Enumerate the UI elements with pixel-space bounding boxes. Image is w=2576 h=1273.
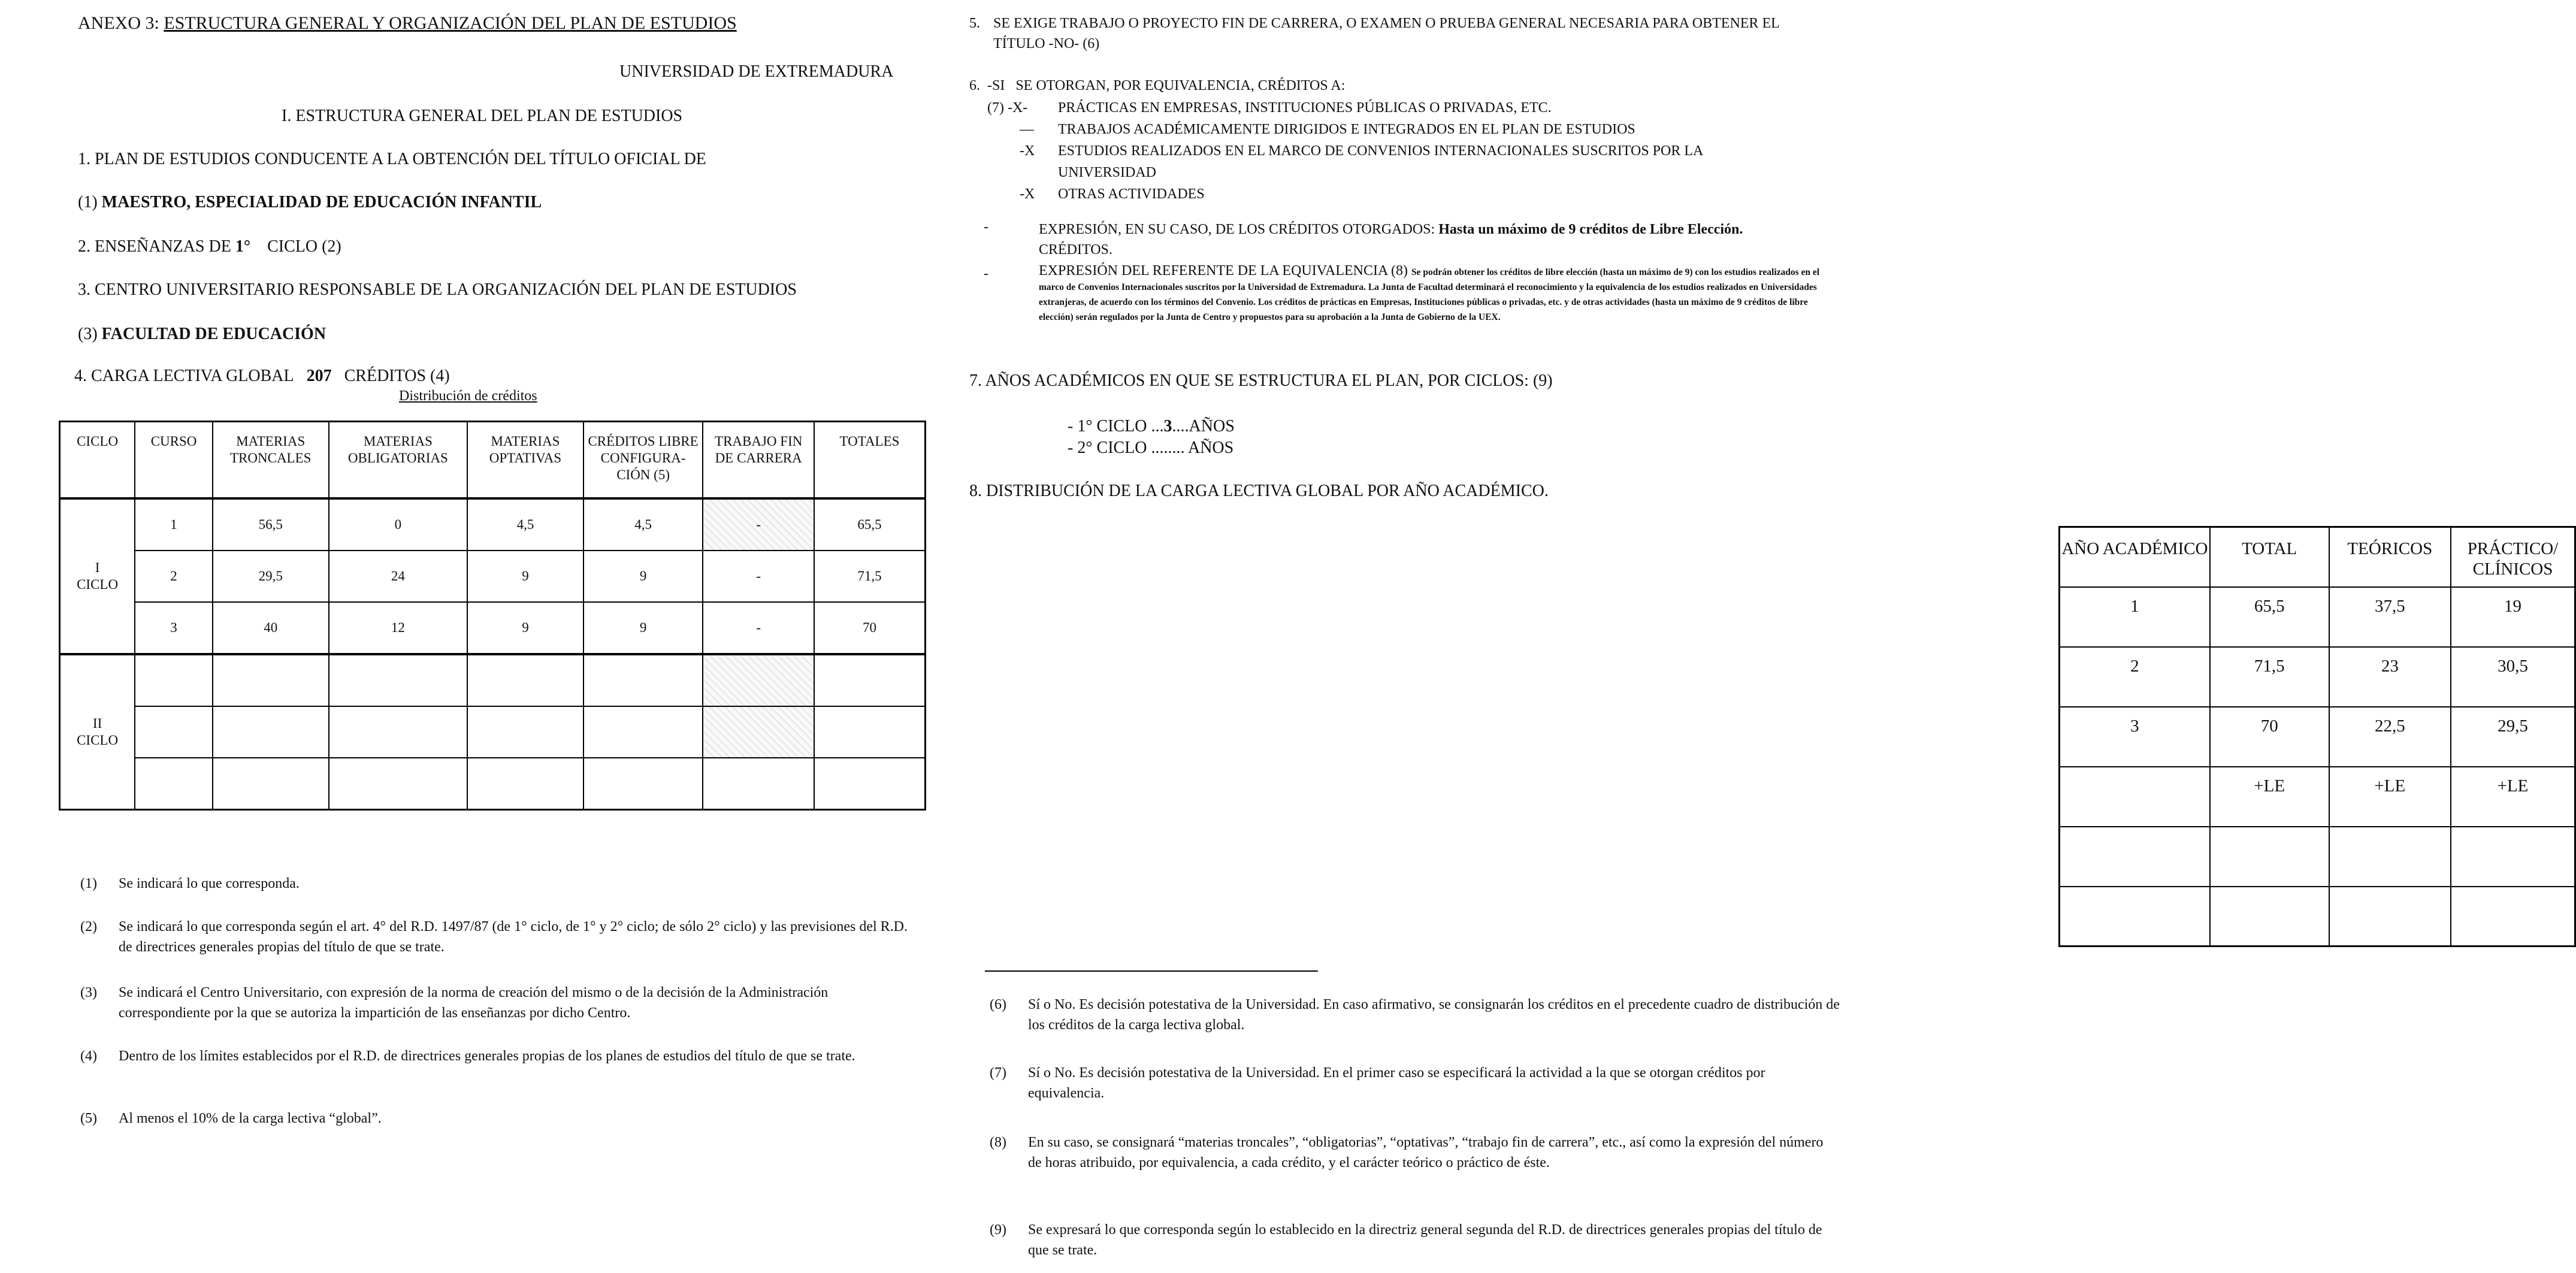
- footnote-separator: [985, 970, 1318, 972]
- expr-1-dash: -: [984, 219, 988, 235]
- col-header: TEÓRICOS: [2329, 527, 2451, 587]
- table-row: [2060, 827, 2575, 887]
- table-cell: [2060, 887, 2210, 947]
- item-3-ref: (3): [78, 325, 102, 343]
- table-cell: 65,5: [2210, 587, 2329, 647]
- expr-1-label: EXPRESIÓN, EN SU CASO, DE LOS CRÉDITOS OTORGADOS:: [1039, 222, 1439, 237]
- table-cell: [2060, 767, 2210, 827]
- item-8: 8. DISTRIBUCIÓN DE LA CARGA LECTIVA GLOBAL POR AÑO ACADÉMICO.: [969, 482, 1549, 500]
- footnote-text: Sí o No. Es decisión potestativa de la Universidad. En el primer caso se especificará la actividad a la que se otorgan créditos por equivalencia.: [1028, 1065, 1765, 1101]
- footnote-text: Al menos el 10% de la carga lectiva “global”.: [119, 1111, 382, 1126]
- table-cell: 37,5: [2329, 587, 2451, 647]
- table-cell: [814, 706, 926, 758]
- table-row: [60, 551, 926, 602]
- table-cell: [2329, 827, 2451, 887]
- footnote-text: Se indicará lo que corresponda según el art. 4° del R.D. 1497/87 (de 1° ciclo, de 1° y 2° ciclo; de sólo 2° ciclo) y las previsiones del R.D. de directrices generales propias del título de que se trate.: [119, 919, 908, 955]
- item-1-ref: (1): [78, 193, 102, 211]
- option-text: PRÁCTICAS EN EMPRESAS, INSTITUCIONES PÚBLICAS O PRIVADAS, ETC.: [1058, 100, 1552, 116]
- item-7-ciclo-2: - 2° CICLO ........ AÑOS: [1068, 439, 1234, 457]
- item-3-label: 3. CENTRO UNIVERSITARIO RESPONSABLE DE LA ORGANIZACIÓN DEL PLAN DE ESTUDIOS: [78, 280, 797, 299]
- footnote-text: Se indicará el Centro Universitario, con expresión de la norma de creación del mismo o de la decisión de la Administración correspondiente por la que se autoriza la impartición de las enseñanzas por dicho Centro.: [119, 985, 829, 1021]
- item-2-suffix: CICLO (2): [267, 237, 341, 256]
- faculty-name: FACULTAD DE EDUCACIÓN: [101, 325, 326, 343]
- table-cell: +LE: [2451, 767, 2575, 827]
- expr-1: [1039, 219, 1836, 260]
- table-cell: 22,5: [2329, 707, 2451, 767]
- table-cell: -: [703, 498, 814, 551]
- expr-2-dash: -: [984, 266, 988, 282]
- expr-2: [1039, 264, 1836, 325]
- table-cell: 1: [135, 498, 213, 551]
- option-text: OTRAS ACTIVIDADES: [1058, 186, 1205, 202]
- table-cell: [583, 706, 703, 758]
- table-cell: 24: [329, 551, 468, 602]
- table-cell: [135, 758, 213, 810]
- table-cell: [2451, 827, 2575, 887]
- table-cell: 4,5: [583, 498, 703, 551]
- table-cell: [135, 654, 213, 706]
- option-mark: -X: [1020, 143, 1035, 159]
- item-7: 7. AÑOS ACADÉMICOS EN QUE SE ESTRUCTURA EL PLAN, POR CICLOS: (9): [969, 371, 1553, 390]
- table-cell: [467, 706, 583, 758]
- table-row: [2060, 647, 2575, 707]
- item-1-label: 1. PLAN DE ESTUDIOS CONDUCENTE A LA OBTENCIÓN DEL TÍTULO OFICIAL DE: [78, 150, 706, 168]
- table-cell: [2060, 827, 2210, 887]
- expr-1-unit: CRÉDITOS.: [1039, 242, 1112, 258]
- item-7-c1-value: 3: [1163, 417, 1172, 436]
- distribution-caption: Distribución de créditos: [399, 388, 537, 404]
- option-mark: —: [1020, 122, 1034, 137]
- table-cell: [467, 654, 583, 706]
- table-cell: [703, 654, 814, 706]
- col-header: MATERIAS OPTATIVAS: [467, 422, 583, 498]
- footnote-text: Se expresará lo que corresponda según lo establecido en la directriz general segunda del R.D. de directrices generales propias del título de que se trate.: [1028, 1222, 1822, 1258]
- col-header: MATERIAS OBLIGATORIAS: [329, 422, 468, 498]
- footnote-number: (7): [990, 1065, 1006, 1081]
- table-cell: [329, 706, 468, 758]
- item-5-number: 5.: [969, 16, 980, 31]
- item-6-number: 6.: [969, 78, 980, 93]
- footnote-number: (5): [80, 1111, 97, 1126]
- credit-distribution-table: [59, 421, 926, 811]
- table-cell: 2: [2060, 647, 2210, 707]
- table-cell: 9: [583, 602, 703, 654]
- footnote-number: (1): [80, 876, 97, 891]
- table-cell: 19: [2451, 587, 2575, 647]
- annex-title: ESTRUCTURA GENERAL Y ORGANIZACIÓN DEL PLAN DE ESTUDIOS: [164, 13, 737, 33]
- footnote-text: Dentro de los límites establecidos por el R.D. de directrices generales propias de los planes de estudios del título de que se trate.: [119, 1048, 855, 1064]
- right-page: [921, 0, 2559, 1273]
- footnote-text: En su caso, se consignará “materias troncales”, “obligatorias”, “optativas”, “trabajo fin de carrera”, etc., así como la expresión del número de horas atribuido, por equivalencia, a cada crédito, y el carácter teórico o práctico de éste.: [1028, 1135, 1824, 1171]
- item-6-head: [969, 78, 1345, 94]
- col-header: MATERIAS TRONCALES: [213, 422, 329, 498]
- item-4-prefix: 4. CARGA LECTIVA GLOBAL: [74, 367, 294, 385]
- table-cell: 1: [2060, 587, 2210, 647]
- expr-1-value: Hasta un máximo de 9 créditos de Libre Elección.: [1438, 222, 1743, 237]
- col-header: TOTALES: [814, 422, 926, 498]
- table-cell: [583, 758, 703, 810]
- footnote-number: (2): [80, 919, 97, 935]
- table-row: [60, 654, 926, 706]
- item-2-prefix: 2. ENSEÑANZAS DE: [78, 237, 235, 256]
- table-cell: [2451, 887, 2575, 947]
- table-cell: 9: [583, 551, 703, 602]
- table-cell: [583, 654, 703, 706]
- table-cell: -: [703, 551, 814, 602]
- col-header: AÑO ACADÉMICO: [2060, 527, 2210, 587]
- table-cell: 3: [2060, 707, 2210, 767]
- table-cell: [814, 654, 926, 706]
- table-cell: [213, 706, 329, 758]
- table-cell: 23: [2329, 647, 2451, 707]
- item-4-suffix: CRÉDITOS (4): [344, 367, 450, 385]
- table-cell: 29,5: [213, 551, 329, 602]
- table-cell: [467, 758, 583, 810]
- footnote-number: (6): [990, 997, 1006, 1012]
- item-6-heading: -SI SE OTORGAN, POR EQUIVALENCIA, CRÉDITOS A:: [987, 78, 1346, 93]
- table-cell: 56,5: [213, 498, 329, 551]
- section-title: I. ESTRUCTURA GENERAL DEL PLAN DE ESTUDIOS: [282, 107, 683, 125]
- table-cell: -: [703, 602, 814, 654]
- col-header: TRABAJO FIN DE CARRERA: [703, 422, 814, 498]
- table-row: [2060, 887, 2575, 947]
- table-row: [2060, 767, 2575, 827]
- expr-2-label: EXPRESIÓN DEL REFERENTE DE LA EQUIVALENCIA (8): [1039, 263, 1411, 279]
- ciclo-1-word: CICLO: [77, 576, 119, 592]
- table-row: [60, 498, 926, 551]
- col-header: TOTAL: [2210, 527, 2329, 587]
- table-cell: 71,5: [814, 551, 926, 602]
- table-row: [2060, 587, 2575, 647]
- option-text: ESTUDIOS REALIZADOS EN EL MARCO DE CONVENIOS INTERNACIONALES SUSCRITOS POR LA: [1058, 143, 1704, 159]
- item-3-value-line: [78, 325, 326, 344]
- footnote-number: (8): [990, 1135, 1006, 1150]
- table-cell: [329, 758, 468, 810]
- col-header: CURSO: [135, 422, 213, 498]
- option-mark: (7) -X-: [987, 100, 1028, 116]
- table-cell: 12: [329, 602, 468, 654]
- table-cell: 70: [2210, 707, 2329, 767]
- item-2-value: 1°: [235, 237, 251, 256]
- table-cell: +LE: [2210, 767, 2329, 827]
- ciclo-2-word: CICLO: [77, 732, 119, 748]
- table-header-row: [2060, 527, 2575, 587]
- table-row: [60, 602, 926, 654]
- table-row: [60, 706, 926, 758]
- footnote-number: (9): [990, 1222, 1006, 1238]
- table-cell: 29,5: [2451, 707, 2575, 767]
- university-name: UNIVERSIDAD DE EXTREMADURA: [619, 62, 894, 81]
- table-cell: [2210, 887, 2329, 947]
- table-cell: 71,5: [2210, 647, 2329, 707]
- ciclo-1-numeral: I: [95, 560, 100, 575]
- yearly-load-table: [2058, 526, 2576, 947]
- item-7-c1-suffix: ....AÑOS: [1172, 417, 1235, 436]
- table-cell: 65,5: [814, 498, 926, 551]
- item-7-c1-prefix: - 1° CICLO ...: [1068, 417, 1164, 436]
- table-cell: [703, 758, 814, 810]
- option-text: UNIVERSIDAD: [1058, 165, 1156, 180]
- item-5-text: SE EXIGE TRABAJO O PROYECTO FIN DE CARRERA, O EXAMEN O PRUEBA GENERAL NECESARIA PARA OBTENER EL TÍTULO -NO- (6): [993, 16, 1779, 52]
- footnote-number: (4): [80, 1048, 97, 1064]
- item-1-value-line: [78, 193, 542, 212]
- col-header: CICLO: [60, 422, 135, 498]
- table-cell: [135, 706, 213, 758]
- table-cell: [2210, 827, 2329, 887]
- table-header-row: [60, 422, 926, 498]
- table-cell: +LE: [2329, 767, 2451, 827]
- left-page: [0, 0, 921, 1273]
- table-cell: [703, 706, 814, 758]
- option-mark: -X: [1020, 186, 1035, 202]
- col-header: CRÉDITOS LIBRE CONFIGURA-CIÓN (5): [583, 422, 703, 498]
- option-text: TRABAJOS ACADÉMICAMENTE DIRIGIDOS E INTEGRADOS EN EL PLAN DE ESTUDIOS: [1058, 122, 1635, 137]
- annex-prefix: ANEXO 3:: [78, 13, 164, 33]
- item-4: [74, 367, 450, 386]
- table-cell: [329, 654, 468, 706]
- table-row: [2060, 707, 2575, 767]
- item-7-ciclo-1: [1068, 417, 1235, 436]
- footnote-number: (3): [80, 985, 97, 1000]
- table-cell: 70: [814, 602, 926, 654]
- table-cell: 9: [467, 551, 583, 602]
- table-cell: 2: [135, 551, 213, 602]
- footnote-text: Sí o No. Es decisión potestativa de la Universidad. En caso afirmativo, se consignarán los créditos en el precedente cuadro de distribución de los créditos de la carga lectiva global.: [1028, 997, 1840, 1033]
- table-cell: 40: [213, 602, 329, 654]
- table-cell: 0: [329, 498, 468, 551]
- table-cell: [213, 758, 329, 810]
- item-2: [78, 237, 341, 256]
- table-row: [60, 758, 926, 810]
- ciclo-2-label: [60, 654, 135, 810]
- footnote-text: Se indicará lo que corresponda.: [119, 876, 300, 891]
- table-cell: 30,5: [2451, 647, 2575, 707]
- col-header: PRÁCTICO/ CLÍNICOS: [2451, 527, 2575, 587]
- table-cell: [2329, 887, 2451, 947]
- ciclo-1-label: [60, 498, 135, 654]
- item-4-value: 207: [306, 367, 332, 385]
- ciclo-2-numeral: II: [92, 715, 102, 731]
- table-cell: [814, 758, 926, 810]
- table-cell: 4,5: [467, 498, 583, 551]
- annex-heading: [78, 13, 737, 34]
- degree-title: MAESTRO, ESPECIALIDAD DE EDUCACIÓN INFANTIL: [101, 193, 542, 211]
- expr-2-value: Se podrán obtener los créditos de libre elección (hasta un máximo de 9) con los estudios realizados en el marco de Convenios Internacionales suscritos por la Universidad de Extremadura. La Junta de Facultad determinará el reconocimiento y la equivalencia de los estudios realizados en Universidades extranjeras, de acuerdo con los términos del Convenio. Los créditos de prácticas en Empresas, Instituciones públicas o privadas, etc. y de otras actividades (hasta un máximo de 9 créditos de libre elección) serán regulados por la Junta de Centro y propuestos para su aprobación a la Junta de Gobierno de la UEX.: [1039, 267, 1820, 322]
- table-cell: 3: [135, 602, 213, 654]
- table-cell: 9: [467, 602, 583, 654]
- table-cell: [213, 654, 329, 706]
